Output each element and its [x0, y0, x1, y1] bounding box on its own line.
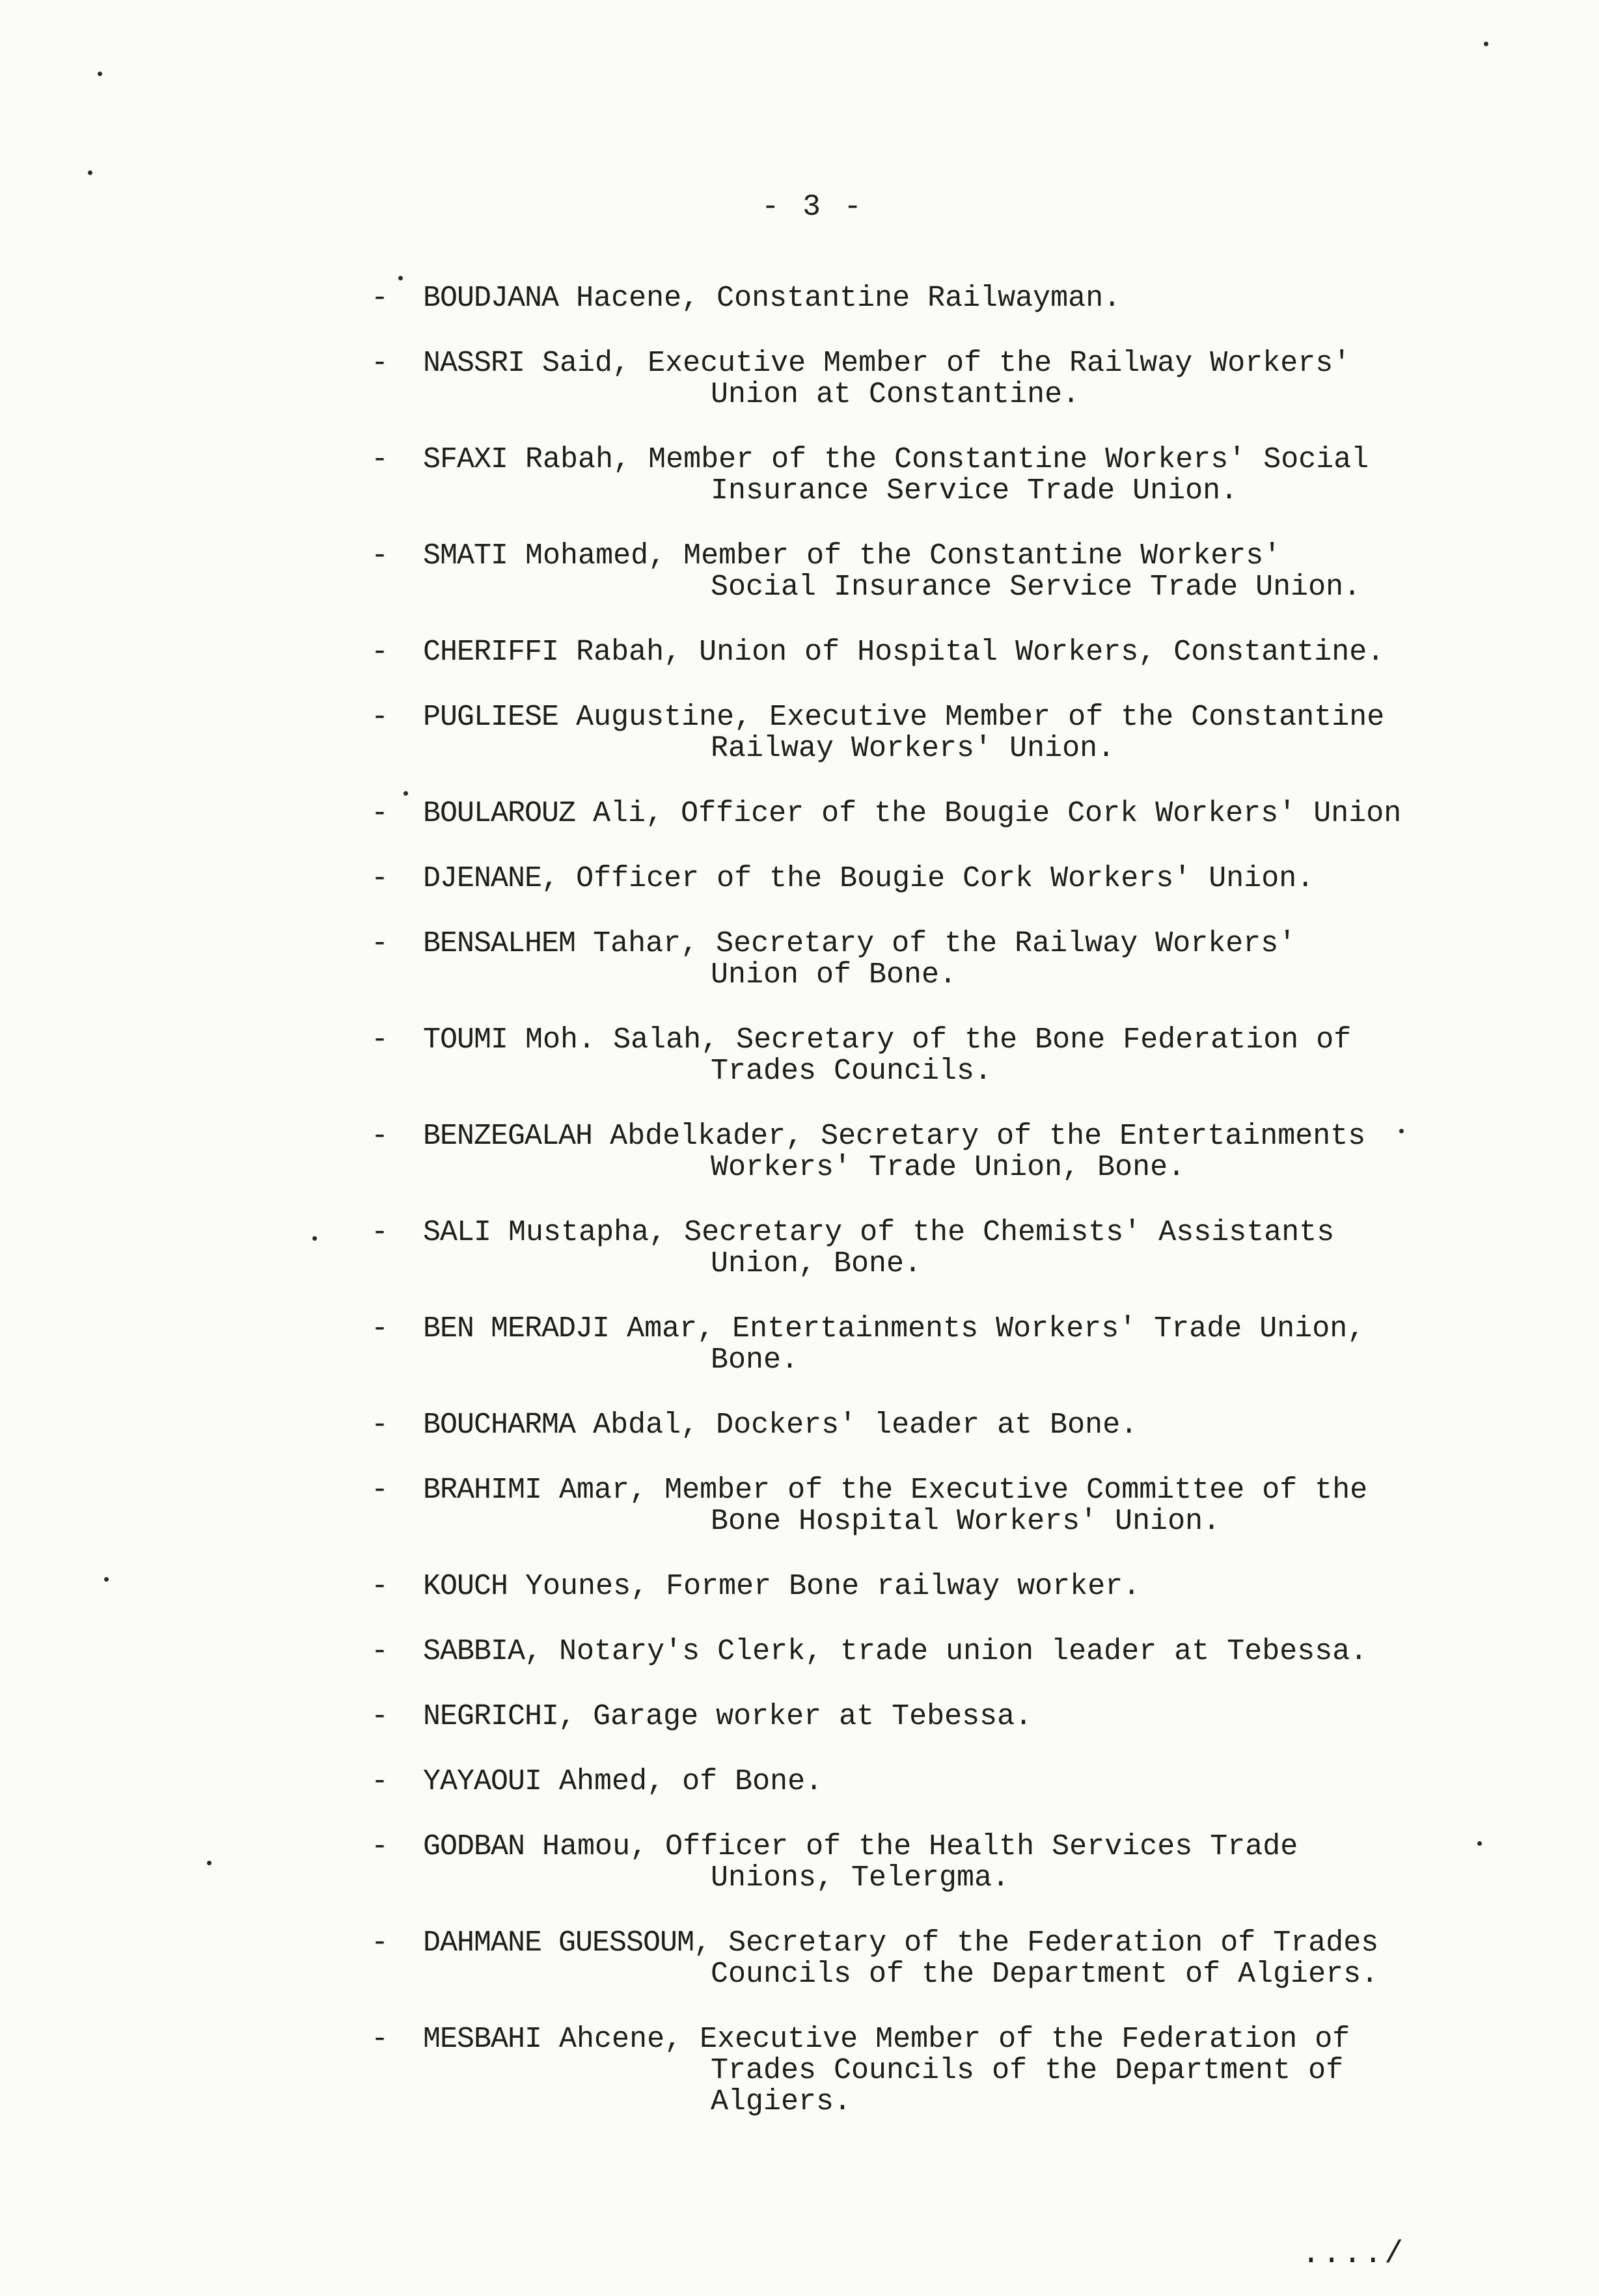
- person-name: BOUDJANA: [423, 282, 559, 315]
- scan-speck: [312, 1236, 317, 1241]
- continuation-mark: ..../: [1302, 2237, 1406, 2272]
- entry-text-continued: Councils of the Department of Algiers.: [711, 1958, 1379, 1991]
- entry-list: [351, 283, 1575, 2152]
- person-name: PUGLIESE: [423, 701, 559, 734]
- entry-text: Ali, Officer of the Bougie Cork Workers' Union: [593, 797, 1402, 830]
- person-name: NEGRICHI,: [423, 1700, 576, 1733]
- entry-text-continued: Trades Councils.: [711, 1055, 992, 1088]
- entry-text-continued: Union, Bone.: [711, 1247, 922, 1280]
- entry-text: Said, Executive Member of the Railway Workers': [542, 347, 1351, 380]
- scan-speck: [98, 72, 102, 76]
- entry-text-continued: Railway Workers' Union.: [711, 732, 1115, 765]
- list-item: [351, 798, 1575, 830]
- person-name: YAYAOUI: [423, 1765, 542, 1798]
- scan-speck: [104, 1577, 109, 1582]
- person-name: KOUCH: [423, 1570, 508, 1603]
- entry-text-continued: Social Insurance Service Trade Union.: [711, 571, 1361, 604]
- dash-marker: -: [371, 443, 389, 476]
- entry-text: Secretary of the Federation of Trades: [728, 1926, 1379, 1960]
- entry-text-continued: Unions, Telergma.: [711, 1861, 1010, 1895]
- entry-text-continued: Bone.: [711, 1344, 799, 1377]
- person-name: SABBIA,: [423, 1635, 542, 1668]
- dash-marker: -: [371, 2023, 389, 2056]
- person-name: TOUMI: [423, 1023, 508, 1057]
- scan-speck: [1399, 1129, 1404, 1133]
- entry-text: Moh. Salah, Secretary of the Bone Federation of: [525, 1023, 1352, 1057]
- list-item: [351, 1217, 1575, 1280]
- list-item: [351, 1766, 1575, 1798]
- entry-text: Rabah, Union of Hospital Workers, Constantine.: [576, 636, 1385, 669]
- entry-text: Ahmed, of Bone.: [559, 1765, 823, 1798]
- dash-marker: -: [371, 1926, 389, 1960]
- list-item: [351, 1025, 1575, 1087]
- entry-text-continued: Workers' Trade Union, Bone.: [711, 1151, 1186, 1184]
- person-name: SALI: [423, 1216, 491, 1249]
- person-name: BOULAROUZ: [423, 797, 576, 830]
- entry-text: Augustine, Executive Member of the Constantine: [576, 701, 1385, 734]
- entry-text: Garage worker at Tebessa.: [593, 1700, 1033, 1733]
- entry-text: Hacene, Constantine Railwayman.: [576, 282, 1121, 315]
- person-name: DJENANE,: [423, 862, 559, 895]
- entry-text: Mustapha, Secretary of the Chemists' Assistants: [508, 1216, 1335, 1249]
- person-name: NASSRI: [423, 347, 525, 380]
- dash-marker: -: [371, 539, 389, 573]
- list-item: [351, 2024, 1575, 2118]
- person-name: SMATI: [423, 539, 508, 573]
- scan-speck: [403, 791, 408, 796]
- list-item: [351, 637, 1575, 668]
- entry-text: Notary's Clerk, trade union leader at Tebessa.: [559, 1635, 1368, 1668]
- list-item: [351, 541, 1575, 603]
- list-item: [351, 1121, 1575, 1183]
- entry-text-continued: Trades Councils of the Department of: [711, 2054, 1344, 2087]
- entry-text: Hamou, Officer of the Health Services Trade: [542, 1830, 1298, 1863]
- list-item: [351, 348, 1575, 411]
- entry-text-continued: Algiers.: [711, 2085, 852, 2118]
- entry-text: Abdelkader, Secretary of the Entertainments: [610, 1120, 1366, 1153]
- list-item: [351, 702, 1575, 764]
- entry-text: Amar, Entertainments Workers' Trade Union,: [627, 1312, 1365, 1345]
- list-item: [351, 1571, 1575, 1602]
- list-item: [351, 1701, 1575, 1733]
- dash-marker: -: [371, 797, 389, 830]
- dash-marker: -: [371, 1120, 389, 1153]
- person-name: SFAXI: [423, 443, 508, 476]
- entry-text: Younes, Former Bone railway worker.: [525, 1570, 1141, 1603]
- list-item: [351, 283, 1575, 314]
- scan-speck: [1484, 42, 1488, 46]
- entry-text: Officer of the Bougie Cork Workers' Union.: [576, 862, 1315, 895]
- scan-speck: [88, 170, 92, 175]
- entry-text: Tahar, Secretary of the Railway Workers': [593, 927, 1296, 960]
- list-item: [351, 444, 1575, 507]
- dash-marker: -: [371, 282, 389, 315]
- entry-text: Amar, Member of the Executive Committee of the: [559, 1474, 1368, 1507]
- entry-text: Mohamed, Member of the Constantine Workers': [525, 539, 1281, 573]
- entry-text-continued: Insurance Service Trade Union.: [711, 474, 1238, 507]
- entry-text-continued: Union of Bone.: [711, 958, 957, 992]
- list-item: [351, 863, 1575, 895]
- scan-speck: [207, 1861, 212, 1865]
- dash-marker: -: [371, 1023, 389, 1057]
- dash-marker: -: [371, 1474, 389, 1507]
- dash-marker: -: [371, 701, 389, 734]
- entry-text: Rabah, Member of the Constantine Workers' Social: [525, 443, 1369, 476]
- dash-marker: -: [371, 927, 389, 960]
- person-name: BEN MERADJI: [423, 1312, 610, 1345]
- list-item: [351, 1475, 1575, 1537]
- dash-marker: -: [371, 1570, 389, 1603]
- list-item: [351, 1928, 1575, 1990]
- dash-marker: -: [371, 862, 389, 895]
- entry-text: Ahcene, Executive Member of the Federation of: [559, 2023, 1350, 2056]
- list-item: [351, 1636, 1575, 1668]
- person-name: BOUCHARMA: [423, 1409, 576, 1442]
- person-name: MESBAHI: [423, 2023, 542, 2056]
- person-name: BENZEGALAH: [423, 1120, 593, 1153]
- person-name: GODBAN: [423, 1830, 525, 1863]
- dash-marker: -: [371, 636, 389, 669]
- dash-marker: -: [371, 347, 389, 380]
- person-name: CHERIFFI: [423, 636, 559, 669]
- person-name: BRAHIMI: [423, 1474, 542, 1507]
- entry-text-continued: Union at Constantine.: [711, 378, 1080, 411]
- dash-marker: -: [371, 1700, 389, 1733]
- list-item: [351, 1410, 1575, 1441]
- dash-marker: -: [371, 1830, 389, 1863]
- entry-text-continued: Bone Hospital Workers' Union.: [711, 1505, 1221, 1538]
- dash-marker: -: [371, 1635, 389, 1668]
- dash-marker: -: [371, 1216, 389, 1249]
- dash-marker: -: [371, 1409, 389, 1442]
- list-item: [351, 1314, 1575, 1376]
- scan-speck: [398, 276, 403, 280]
- list-item: [351, 928, 1575, 991]
- entry-text: Abdal, Dockers' leader at Bone.: [593, 1409, 1138, 1442]
- person-name: BENSALHEM: [423, 927, 576, 960]
- scan-speck: [1477, 1841, 1482, 1846]
- page-number: - 3 -: [761, 190, 865, 224]
- dash-marker: -: [371, 1312, 389, 1345]
- person-name: DAHMANE GUESSOUM,: [423, 1926, 711, 1960]
- dash-marker: -: [371, 1765, 389, 1798]
- list-item: [351, 1831, 1575, 1894]
